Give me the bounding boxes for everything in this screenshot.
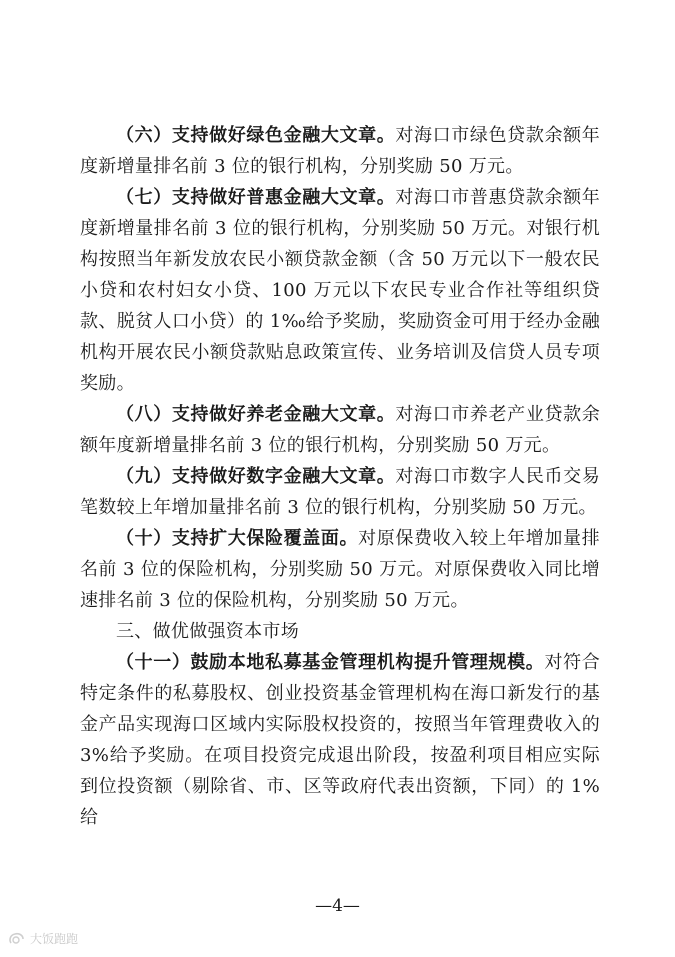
page-number: —4— [315,896,360,916]
watermark [8,930,78,947]
paragraph-lead: （九）支持做好数字金融大文章。 [116,466,396,487]
paragraph-text: 对海口市养老产业贷款余额年度新增量排名前 3 位的银行机构，分别奖励 50 万元。 [80,404,600,456]
paragraph-digital-finance [80,461,600,523]
paragraph-private-equity [80,647,600,833]
paragraph-lead: （八）支持做好养老金融大文章。 [116,404,396,425]
paragraph-text: 对海口市绿色贷款余额年度新增量排名前 3 位的银行机构，分别奖励 50 万元。 [80,125,600,177]
paragraph-lead: （十一）鼓励本地私募基金管理机构提升管理规模。 [116,652,545,673]
document-body [80,120,600,833]
watermark-text: 大饭跑跑 [30,932,79,946]
paragraph-inclusive-finance [80,182,600,399]
paragraph-lead: （六）支持做好绿色金融大文章。 [116,125,396,146]
camera-logo-icon [8,931,26,947]
paragraph-lead: （十）支持扩大保险覆盖面。 [116,528,359,549]
paragraph-text: 对原保费收入较上年增加量排名前 3 位的保险机构，分别奖励 50 万元。对原保费收入同比增速排名前 3 位的保险机构，分别奖励 50 万元。 [80,528,600,611]
section-heading: 三、做优做强资本市场 [116,621,299,642]
paragraph-insurance-coverage [80,523,600,616]
paragraph-text: 对符合特定条件的私募股权、创业投资基金管理机构在海口新发行的基金产品实现海口区域内实际股权投资的，按照当年管理费收入的 3%给予奖励。在项目投资完成退出阶段，按盈利项目相应实际到位投资额（剔除省、市、区等政府代表出资额，下同）的 1%给 [80,652,600,828]
paragraph-lead: （七）支持做好普惠金融大文章。 [116,187,396,208]
paragraph-text: 对海口市数字人民币交易笔数较上年增加量排名前 3 位的银行机构，分别奖励 50 万元。 [80,466,600,518]
paragraph-green-finance [80,120,600,182]
paragraph-pension-finance [80,399,600,461]
paragraph-text: 对海口市普惠贷款余额年度新增量排名前 3 位的银行机构，分别奖励 50 万元。对银行机构按照当年新发放农民小额贷款金额（含 50 万元以下一般农民小贷和农村妇女小贷、100 万元以下农民专业合作社等组织贷款、脱贫人口小贷）的 1‰给予奖励，奖励资金可用于经办金融机构开展农民小额贷款贴息政策宣传、业务培训及信贷人员专项奖励。 [80,187,600,394]
